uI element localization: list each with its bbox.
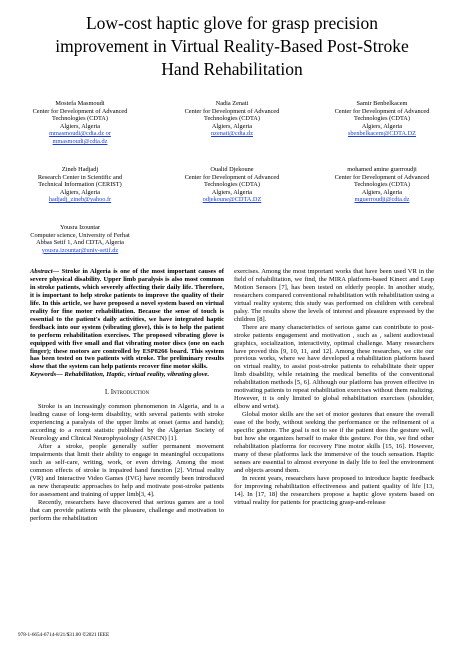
author-location: Algiers, Algeria bbox=[59, 122, 101, 130]
author-location: Algiers, Algeria bbox=[211, 188, 253, 196]
author-block-7 bbox=[10, 224, 150, 254]
author-name: Mostefa Masmoudi bbox=[55, 100, 105, 107]
author-org: Technologies (CDTA) bbox=[204, 181, 260, 189]
author-location: Algiers, Algeria bbox=[59, 188, 101, 196]
author-email[interactable]: mguerroudji@cdta.dz bbox=[354, 196, 410, 204]
author-email[interactable]: yousra.izountar@univ-setif.dz bbox=[41, 246, 119, 254]
author-org: Center for Development of Advanced bbox=[334, 173, 430, 181]
author-org: Center for Development of Advanced bbox=[184, 107, 280, 115]
author-email[interactable]: odjekoune@CDTA.DZ bbox=[202, 196, 262, 204]
section-heading: I. Introduction bbox=[104, 388, 150, 397]
author-email[interactable]: mmasmoudi@cdta.dz bbox=[52, 137, 108, 145]
author-name: Samir Benbelkacem bbox=[356, 100, 408, 107]
author-block-1 bbox=[10, 100, 150, 146]
author-location: Algiers, Algeria bbox=[361, 188, 403, 196]
author-email[interactable]: hadjadj_zineb@yahoo.fr bbox=[48, 196, 112, 204]
author-email[interactable]: sbenbelkacem@CDTA.DZ bbox=[347, 130, 417, 138]
right-column bbox=[234, 268, 434, 507]
abstract bbox=[30, 268, 224, 371]
author-block-3 bbox=[312, 100, 452, 138]
author-org: Technologies (CDTA) bbox=[204, 115, 260, 123]
author-org: Research Center in Scientific and bbox=[37, 173, 123, 181]
author-location: Algiers, Algeria bbox=[211, 122, 253, 130]
author-org: Center for Development of Advanced bbox=[32, 107, 128, 115]
left-column bbox=[30, 268, 224, 523]
author-org: Technologies (CDTA) bbox=[354, 115, 410, 123]
paper-title: Low-cost haptic glove for grasp precision improvement in Virtual Reality-Based Post-Stroke Hand Rehabilitation bbox=[55, 13, 409, 79]
copyright-footer: 978-1-6654-6714-8/21/$31.00 ©2021 IEEE bbox=[18, 632, 110, 638]
author-block-4 bbox=[10, 166, 150, 204]
keywords bbox=[30, 371, 224, 379]
author-email[interactable]: mmasmoudi@cdta.dz or bbox=[49, 130, 111, 138]
author-block-6 bbox=[312, 166, 452, 204]
author-org: Abbas Setif 1, And CDTA, Algeria bbox=[36, 239, 124, 247]
paragraph: Stroke is an increasingly common phenomenon in Algeria, and is a leading cause of long-term disability, with several patients with stroke experiencing a paralysis of the upper limbs at onset (arms and hands); according to a recent statistic published by the Algerian Society of Neurology and Clinical Neurophysiology (ASNCN) [1]. bbox=[30, 403, 224, 443]
author-org: Center for Development of Advanced bbox=[334, 107, 430, 115]
author-email[interactable]: nzenati@cdta.dz bbox=[211, 130, 253, 138]
author-block-2 bbox=[162, 100, 302, 138]
paragraph: In recent years, researchers have proposed to introduce haptic feedback for improving rehabilitation effectiveness and patient quality of life [13, 14]. In [17, 18] the researchers propose a haptic glove system based on virtual reality for patients for practicing grasp-and-release bbox=[234, 474, 434, 506]
author-org: Center for Development of Advanced bbox=[184, 173, 280, 181]
paragraph: There are many characteristics of serious game can contribute to post-stroke patients engagement and motivation , such as , salient audiovisual graphics, socialization, interactivity, optimal challenge. Many researchers have proved this [9, 10, 11, and 12]. Among these researches, we cite our previous works, where we have developed a rehabilitation platform based on virtual reality, to assist post-stroke patients to rehabilitate their upper limb disability, while retaining the medical benefits of the conventional rehabilitation methods [5, 6]. Although our platform has proven effective in motivating patients to repeat rehabilitation exercises without them realizing. However, it is only limited to global rehabilitation exercises (shoulder, elbow and wrist). bbox=[234, 323, 434, 411]
abstract-text: Stroke in Algeria is one of the most important causes of severe physical disability. Upper limb paralysis is also most common in stroke patients, which severely affecting their daily life. Therefore, it is important to help stroke patients to improve the quality of their life. In this article, we have proposed a novel system based on virtual reality for fine motor rehabilitation. Because the sense of touch is essential to the patient's daily activities, we have integrated haptic feedback into our system (vibrating glove), this is to help the patient to perform rehabilitation exercises. The proposed vibrating glove is equipped with five small and flat vibrating motor discs (one on each finger); these motors are controlled by ESP8266 board. This system has been tested on two patients with stroke. The preliminary results show that the system can help patients recover fine motor skills. bbox=[30, 268, 224, 371]
author-name: Nadia Zenati bbox=[215, 100, 249, 107]
keywords-label: Keywords— bbox=[30, 371, 63, 379]
author-name: mohamed amine guerroudji bbox=[347, 166, 417, 173]
author-name: Yousra Izountar bbox=[59, 224, 101, 231]
paragraph: After a stroke, people generally suffer permanent movement impairments that limit their ability to engage in meaningful occupations such as self-care, writing, work, or even driving. Among the most common effects of stroke is impaired hand function [2]. Virtual reality (VR) and Interactive Video Games (IVG) have recently been introduced as new therapeutic approaches to help and motivate post-stroke patients for assessment and training of upper limb[3, 4]. bbox=[30, 443, 224, 498]
author-org: Technologies (CDTA) bbox=[52, 115, 108, 123]
abstract-label: Abstract— bbox=[30, 268, 60, 275]
author-org: Technical Information (CERIST) bbox=[38, 181, 122, 189]
author-name: Oualid Djekoune bbox=[210, 166, 254, 173]
author-org: Technologies (CDTA) bbox=[354, 181, 410, 189]
author-block-5 bbox=[162, 166, 302, 204]
author-org: Computer science, University of Ferhat bbox=[30, 231, 130, 239]
paragraph: exercises. Among the most important works that have been used VR in the field of rehabilitation, we find, the MIRA platform-based Kinect and Leap Motion Sensors [7], has been tested on elderly people. In another study, researchers compared conventional rehabilitation with rehabilitation using a virtual reality system; this study was performed on children with cerebral palsy. The results show the levels of interest and pleasure expressed by the children [8]. bbox=[234, 268, 434, 323]
paragraph: Global motor skills are the set of motor gestures that ensure the overall ease of the body, without seeking the performance or the refinement of a specific gesture. The goal is not to see if the patient does the gesture well, but how she organizes herself to make this gesture. For this, we find other rehabilitation platforms for recovery Fine motor skills [15, 16]. However, many of these platforms lack the immersive of the touch sensation. Haptic senses are essential to almost everyone in daily life to feel the environment and objects around them. bbox=[234, 411, 434, 474]
author-location: Algiers, Algeria bbox=[361, 122, 403, 130]
keywords-text: Rehabilitation, Haptic, virtual reality, vibrating glove. bbox=[62, 371, 210, 379]
paragraph: Recently, researchers have discovered that serious games are a tool that can provide patients with the pleasure, challenge and motivation to perform the rehabilitation bbox=[30, 498, 224, 522]
author-name: Zineb Hadjadj bbox=[61, 166, 99, 173]
